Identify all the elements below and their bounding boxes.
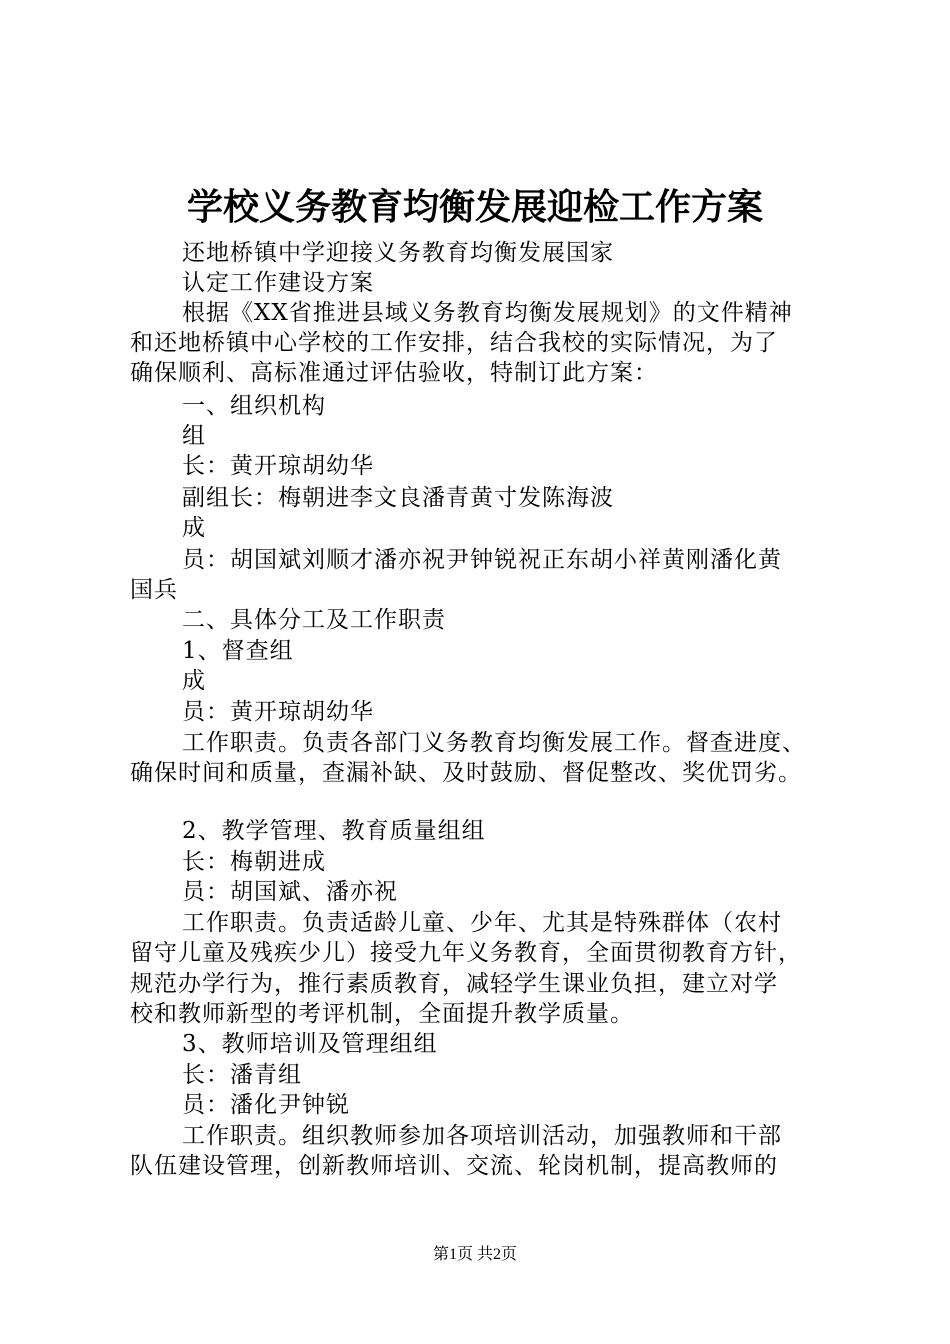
document-title: 学校义务教育均衡发展迎检工作方案 bbox=[186, 186, 763, 228]
body-line: 国兵 bbox=[130, 577, 178, 603]
body-line: 员：胡国斌、潘亦祝 bbox=[182, 879, 398, 905]
body-line: 长：梅朝进成 bbox=[182, 849, 326, 875]
body-line: 员：潘化尹钟锐 bbox=[182, 1092, 350, 1118]
body-line: 员：胡国斌刘顺才潘亦祝尹钟锐祝正东胡小祥黄刚潘化黄 bbox=[182, 547, 782, 573]
section-heading: 二、具体分工及工作职责 bbox=[182, 607, 446, 633]
body-line: 成 bbox=[182, 515, 206, 541]
body-line: 工作职责。组织教师参加各项培训活动，加强教师和干部 bbox=[182, 1123, 782, 1149]
body-line: 工作职责。负责各部门义务教育均衡发展工作。督查进度、 bbox=[182, 730, 806, 756]
body-line: 校和教师新型的考评机制，全面提升教学质量。 bbox=[130, 1001, 634, 1027]
subsection-heading: 3、教师培训及管理组组 bbox=[182, 1031, 438, 1057]
body-line: 长：潘青组 bbox=[182, 1062, 302, 1088]
body-line: 确保时间和质量，查漏补缺、及时鼓励、督促整改、奖优罚劣。 bbox=[130, 760, 802, 786]
section-heading: 一、组织机构 bbox=[182, 393, 326, 419]
body-line: 留守儿童及残疾少儿）接受九年义务教育，全面贯彻教育方针， bbox=[130, 940, 802, 966]
body-line: 认定工作建设方案 bbox=[182, 270, 374, 296]
subsection-heading: 2、教学管理、教育质量组组 bbox=[182, 818, 486, 844]
body-line: 员：黄开琼胡幼华 bbox=[182, 699, 374, 725]
body-line: 长：黄开琼胡幼华 bbox=[182, 453, 374, 479]
body-line: 规范办学行为，推行素质教育，减轻学生课业负担，建立对学 bbox=[130, 971, 778, 997]
page-number: 第1页 共2页 bbox=[432, 1246, 517, 1263]
body-line: 和还地桥镇中心学校的工作安排，结合我校的实际情况，为了 bbox=[130, 330, 778, 356]
body-line: 副组长：梅朝进李文良潘青黄寸发陈海波 bbox=[182, 485, 614, 511]
body-line: 成 bbox=[182, 668, 206, 694]
body-line: 还地桥镇中学迎接义务教育均衡发展国家 bbox=[182, 240, 614, 266]
subsection-heading: 1、督查组 bbox=[182, 638, 294, 664]
body-line: 工作职责。负责适龄儿童、少年、尤其是特殊群体（农村 bbox=[182, 910, 782, 936]
body-line: 队伍建设管理，创新教师培训、交流、轮岗机制，提高教师的 bbox=[130, 1153, 778, 1179]
body-line: 组 bbox=[182, 423, 206, 449]
body-line: 根据《XX省推进县域义务教育均衡发展规划》的文件精神 bbox=[182, 300, 793, 326]
body-line: 确保顺利、高标准通过评估验收，特制订此方案： bbox=[130, 360, 658, 386]
